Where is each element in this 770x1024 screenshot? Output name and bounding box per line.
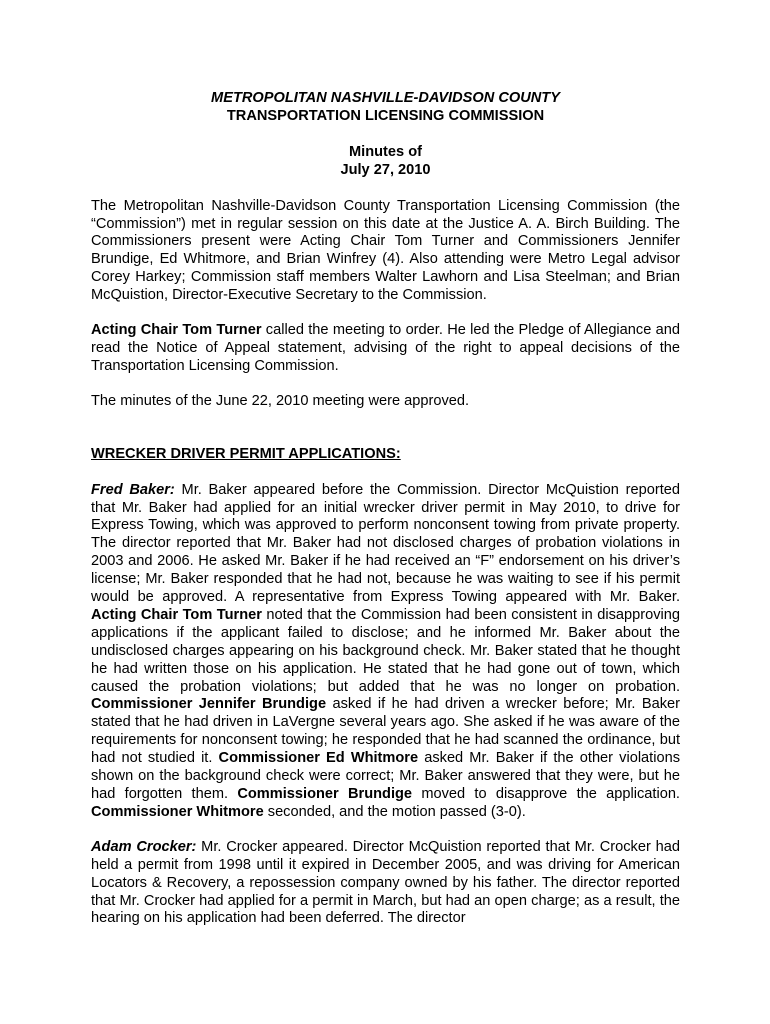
fred-baker-text-3: asked if he had driven a wrecker before; Mr. Baker stated that he had driven in LaVergne several years ago. She asked if he was aware of the requirements for nonconsent towing; he responded that he had scanned the ordinance, but had not studied it. <box>91 696 680 767</box>
fred-baker-text-4: asked Mr. Baker if the other violations shown on the background check were correct; Mr. Baker answered that they were, but he had forgotten them. <box>91 750 680 802</box>
minutes-approval-paragraph <box>91 393 680 411</box>
fred-baker-text-5: moved to disapprove the application. <box>412 786 680 802</box>
adam-crocker-paragraph <box>91 839 680 929</box>
section-heading: WRECKER DRIVER PERMIT APPLICATIONS: <box>91 445 401 462</box>
minutes-approval-text: The minutes of the June 22, 2010 meeting were approved. <box>91 392 470 409</box>
intro-paragraph <box>91 198 680 305</box>
fred-baker-paragraph <box>91 482 680 822</box>
fred-baker-text-2: noted that the Commission had been consistent in disapproving applications if the applicant failed to disclose; and he informed Mr. Baker about the undisclosed charges appearing on his background check. Mr. Baker stated that he thought he had written those on his application. He stated that he had gone out of town, which caused the probation violations; but added that he was no longer on probation. <box>91 606 680 695</box>
document-body <box>91 90 680 928</box>
call-to-order-paragraph <box>91 322 680 376</box>
fred-baker-bold-4: Commissioner Brundige <box>237 786 413 802</box>
fred-baker-bold-5: Commissioner Whitmore <box>91 803 264 820</box>
call-to-order-speaker: Acting Chair Tom Turner <box>91 322 262 339</box>
minutes-label: Minutes of <box>349 143 422 160</box>
fred-baker-text-6: seconded, and the motion passed (3-0). <box>263 803 526 820</box>
fred-baker-bold-2: Commissioner Jennifer Brundige <box>91 696 327 713</box>
commission-title: TRANSPORTATION LICENSING COMMISSION <box>226 107 545 124</box>
fred-baker-text-1: Mr. Baker appeared before the Commission. Director McQuistion reported that Mr. Baker had applied for an initial wrecker driver permit in May 2010, to drive for Express Towing, which was approved to perform nonconsent towing from private property. The director reported that Mr. Baker had not disclosed charges of probation violations in 2003 and 2006. He asked Mr. Baker if he had received an “F” endorsement on his driver’s license; Mr. Baker responded that he had not, because he was waiting to see if his permit would be approved. A representative from Express Towing appeared with Mr. Baker. <box>91 481 680 606</box>
adam-crocker-name: Adam Crocker: <box>91 838 197 855</box>
fred-baker-bold-1: Acting Chair Tom Turner <box>91 606 262 623</box>
fred-baker-name: Fred Baker: <box>91 481 175 498</box>
adam-crocker-text-1: Mr. Crocker appeared. Director McQuistion reported that Mr. Crocker had held a permit from 1998 until it expired in December 2005, and was driving for American Locators & Recovery, a repossession company owned by his father. The director reported that Mr. Crocker had applied for a permit in March, but had an open charge; as a result, the hearing on his application had been deferred. The director <box>91 838 680 927</box>
meeting-date: July 27, 2010 <box>340 161 431 178</box>
org-title: METROPOLITAN NASHVILLE-DAVIDSON COUNTY <box>211 90 560 106</box>
fred-baker-bold-3: Commissioner Ed Whitmore <box>218 750 419 767</box>
call-to-order-text: called the meeting to order. He led the Pledge of Allegiance and read the Notice of Appeal statement, advising of the right to appeal decisions of the Transportation Licensing Commission. <box>91 322 680 374</box>
intro-text: The Metropolitan Nashville-Davidson County Transportation Licensing Commission (the “Commission”) met in regular session on this date at the Justice A. A. Birch Building. The Commissioners present were Acting Chair Tom Turner and Commissioners Jennifer Brundige, Ed Whitmore, and Brian Winfrey (4). Also attending were Metro Legal advisor Corey Harkey; Commission staff members Walter Lawhorn and Lisa Steelman; and Brian McQuistion, Director-Executive Secretary to the Commission. <box>91 197 680 304</box>
